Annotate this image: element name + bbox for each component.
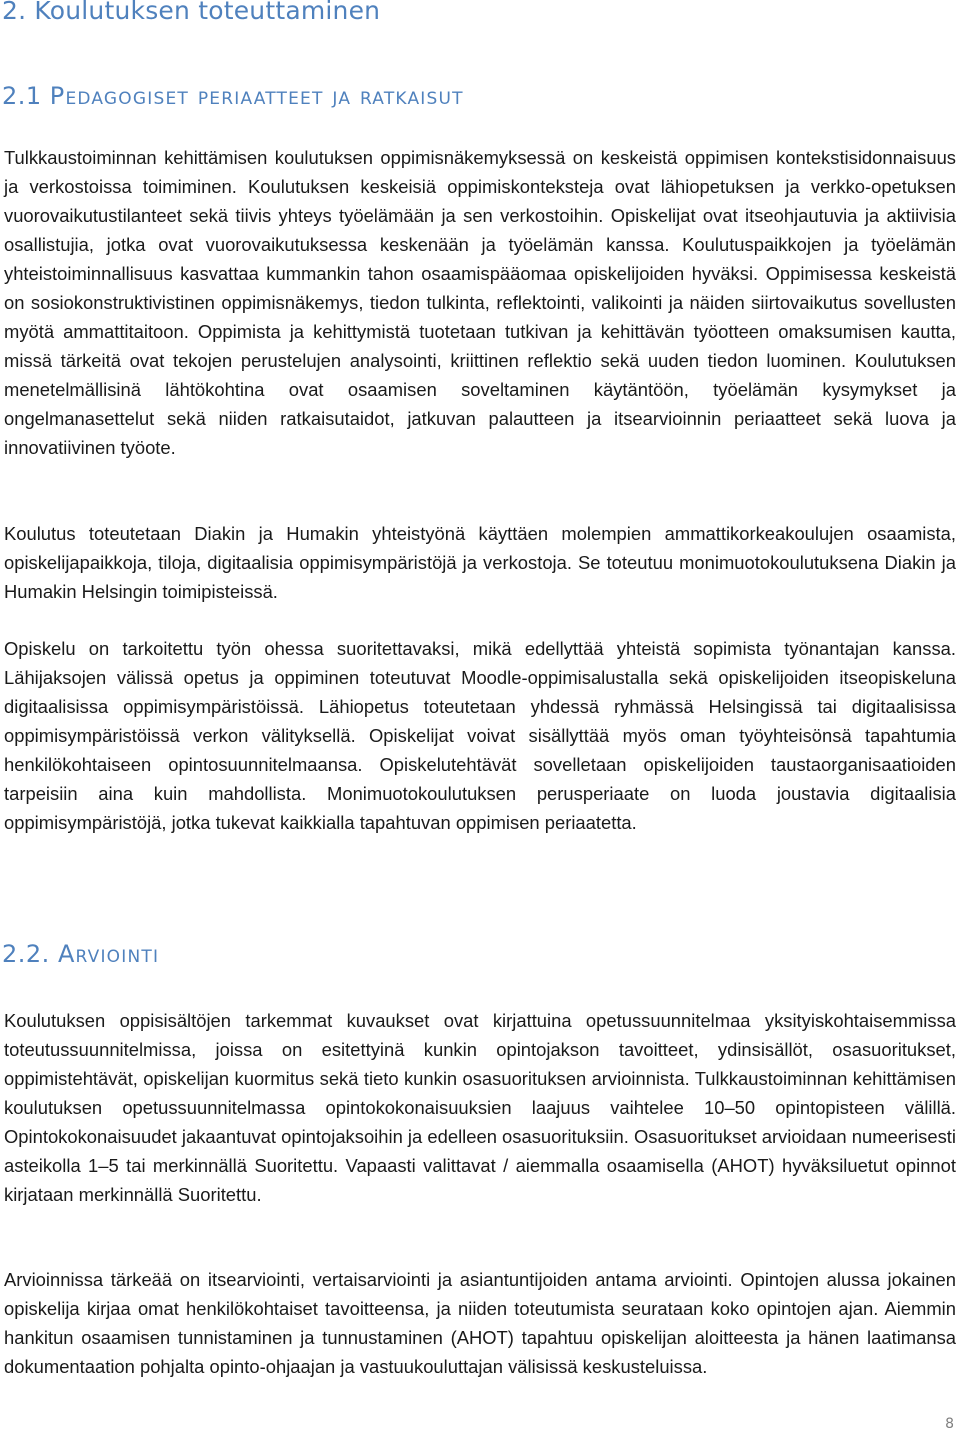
paragraph-self-assessment: Arvioinnissa tärkeää on itsearviointi, vertaisarviointi ja asiantuntijoiden antama arviointi. Opintojen alussa jokainen opiskelija kirjaa omat henkilökohtaiset tavoitteensa, ja niiden toteutumista seurataan koko opintojen ajan. Aiemmin hankitun osaamisen tunnistaminen ja tunnustaminen (AHOT) tapahtuu opiskelijan aloitteesta ja hänen laatimansa dokumentaation pohjalta opinto-ohjaajan ja vastuukouluttajan välisissä keskusteluissa. — [4, 1269, 956, 1377]
paragraph-cooperation: Koulutus toteutetaan Diakin ja Humakin yhteistyönä käyttäen molempien ammattikorkeakoulujen osaamista, opiskelijapaikkoja, tiloja, digitaalisia oppimisympäristöjä ja verkostoja. Se toteutuu monimuotokoulutuksena Diakin ja Humakin Helsingin toimipisteissä. — [4, 523, 956, 602]
section-heading-assessment — [2, 940, 159, 968]
section-title: Arviointi — [57, 940, 160, 968]
section-heading-pedagogy — [2, 82, 464, 110]
chapter-heading: 2. Koulutuksen toteuttaminen — [2, 0, 381, 25]
paragraph-pedagogy-principles: Tulkkaustoiminnan kehittämisen koulutuksen oppimisnäkemyksessä on keskeistä oppimisen kontekstisidonnaisuus ja verkostoissa toimiminen. Koulutuksen keskeisiä oppimiskonteksteja ovat lähiopetuksen ja verkko-opetuksen vuorovaikutustilanteet sekä tiivis yhteys työelämään ja sen verkostoihin. Opiskelijat ovat itseohjautuvia ja aktiivisia osallistujia, jotka ovat vuorovaikutuksessa keskenään ja työelämän kanssa. Koulutuspaikkojen ja työelämän yhteistoiminnallisuus kasvattaa kummankin tahon osaamispääomaa opiskelijoiden hyväksi. Oppimisessa keskeistä on sosiokonstruktivistinen oppimisnäkemys, tiedon tulkinta, reflektointi, valikointi ja näiden siirtovaikutus sovellusten myötä ammattitaitoon. Oppimista ja kehittymistä tuotetaan tutkivan ja kehittävän työotteen omaksumisen kautta, missä tärkeitä ovat tekojen perustelujen analysointi, kriittinen reflektio sekä uuden tiedon luominen. Koulutuksen menetelmällisinä lähtökohtina ovat osaamisen soveltaminen käytäntöön, työelämän kysymykset ja ongelmanasettelut sekä niiden ratkaisutaidot, jatkuvan palautteen ja itsearvioinnin periaatteet sekä luova ja innovatiivinen työote. — [4, 147, 956, 458]
page-number: 8 — [945, 1416, 954, 1432]
paragraph-assessment-plans: Koulutuksen oppisisältöjen tarkemmat kuvaukset ovat kirjattuina opetussuunnitelmaa yksityiskohtaisemmissa toteutussuunnitelmissa, joissa on esitettyinä kunkin opintojakson tavoitteet, ydinsisällöt, osasuoritukset, oppimistehtävät, opiskelijan kuormitus sekä tieto kunkin osasuorituksen arvioinnista. Tulkkaustoiminnan kehittämisen koulutuksen opetussuunnitelmassa opintokokonaisuuksien laajuus vaihtelee 10–50 opintopisteen välillä. Opintokokonaisuudet jakaantuvat opintojaksoihin ja edelleen osasuorituksiin. Osasuoritukset arvioidaan numeerisesti asteikolla 1–5 tai merkinnällä Suoritettu. Vapaasti valittavat / aiemmalla osaamisella (AHOT) hyväksiluetut opinnot kirjataan merkinnällä Suoritettu. — [4, 1010, 956, 1205]
paragraph-study-arrangements: Opiskelu on tarkoitettu työn ohessa suoritettavaksi, mikä edellyttää yhteistä sopimista työnantajan kanssa. Lähijaksojen välissä opetus ja oppiminen toteutuvat Moodle-oppimisalustalla sekä opiskelijoiden itseopiskeluna digitaalisissa oppimisympäristöissä. Lähiopetus toteutetaan yhdessä ryhmässä Helsingissä tai digitaalisissa oppimisympäristöissä verkon välityksellä. Opiskelijat voivat sisällyttää myös oman työyhteisönsä tapahtumia henkilökohtaiseen opintosuunnitelmaansa. Opiskelutehtävät sovelletaan opiskelijoiden taustaorganisaatioiden tarpeisiin aina kuin mahdollista. Monimuotokoulutuksen perusperiaate on luoda joustavia digitaalisia oppimisympäristöjä, jotka tukevat kaikkialla tapahtuvan oppimisen periaatetta. — [4, 638, 956, 833]
section-number: 2.2. — [2, 940, 58, 968]
section-number: 2.1 — [2, 82, 50, 110]
section-title: Pedagogiset periaatteet ja ratkaisut — [49, 82, 464, 110]
